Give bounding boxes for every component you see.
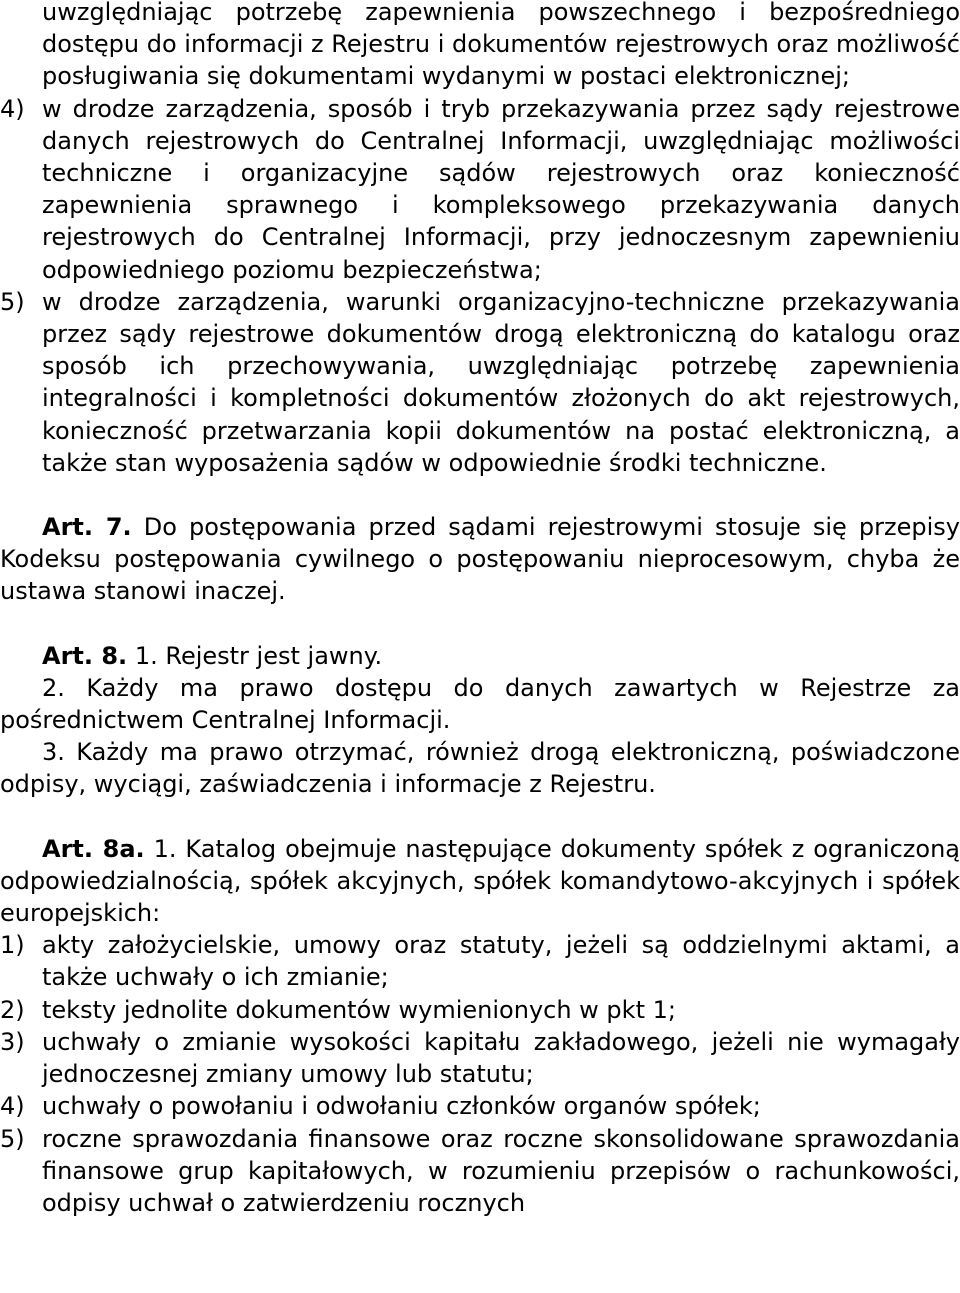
list-item: [0, 1090, 960, 1122]
article-7-text: Do postępowania przed sądami rejestrowymi stosuje się przepisy Kodeksu postępowania cywilnego o postępowaniu nieprocesowym, chyba że ustawa stanowi inaczej.: [0, 513, 960, 606]
list-item-number: 4): [0, 1092, 25, 1121]
list-item-number: 2): [0, 995, 25, 1024]
article-8-para-1-text: 1. Rejestr jest jawny.: [134, 641, 383, 670]
list-item-number: 1): [0, 931, 25, 960]
article-8a-para-1: [0, 833, 960, 930]
list-item-number: 5): [0, 287, 25, 316]
list-item: [0, 93, 960, 286]
list-item: [0, 1123, 960, 1220]
list-item: [0, 286, 960, 479]
article-8a-label: Art. 8a.: [42, 834, 145, 863]
article-8-para-1: [0, 640, 960, 672]
list-item-text: w drodze zarządzenia, warunki organizacyjno-techniczne przekazywania przez sądy rejestrowe dokumentów drogą elektroniczną do katalogu oraz sposób ich przechowywania, uwzględniając potrzebę zapewnienia integralności i kompletności dokumentów złożonych do akt rejestrowych, konieczność przetwarzania kopii dokumentów na postać elektroniczną, a także stan wyposażenia sądów w odpowiednie środki techniczne.: [42, 287, 960, 477]
article-7: [0, 511, 960, 608]
spacer: [0, 608, 960, 640]
list-item: [0, 994, 960, 1026]
list-item-number: 5): [0, 1124, 25, 1153]
spacer: [0, 801, 960, 833]
article-7-label: Art. 7.: [42, 513, 132, 542]
list-item-number: 4): [0, 94, 25, 123]
article-8a-para-1-text: 1. Katalog obejmuje następujące dokumenty spółek z ograniczoną odpowiedzialnością, spółek akcyjnych, spółek komandytowo-akcyjnych i spółek europejskich:: [0, 834, 960, 928]
list-item-text: uchwały o powołaniu i odwołaniu członków organów spółek;: [42, 1092, 761, 1121]
article-8-para-2: 2. Każdy ma prawo dostępu do danych zawartych w Rejestrze za pośrednictwem Centralnej Informacji.: [0, 673, 960, 735]
list-item: [0, 929, 960, 993]
list-item-text: uchwały o zmianie wysokości kapitału zakładowego, jeżeli nie wymagały jednoczesnej zmiany umowy lub statutu;: [42, 1027, 960, 1089]
spacer: [0, 479, 960, 511]
list-item-text: w drodze zarządzenia, sposób i tryb przekazywania przez sądy rejestrowe danych rejestrowych do Centralnej Informacji, uwzględniając możliwości techniczne i organizacyjne sądów rejestrowych oraz konieczność zapewnienia sprawnego i kompleksowego przekazywania danych rejestrowych do Centralnej Informacji, przy jednoczesnym zapewnieniu odpowiedniego poziomu bezpieczeństwa;: [42, 94, 960, 284]
article-8-label: Art. 8.: [42, 641, 128, 670]
list-item-number: 3): [0, 1027, 25, 1056]
paragraph-continuation: uwzględniając potrzebę zapewnienia powszechnego i bezpośredniego dostępu do informacji z Rejestru i dokumentów rejestrowych oraz możliwość posługiwania się dokumentami wydanymi w postaci elektronicznej;: [42, 0, 960, 91]
article-8-para-3: 3. Każdy ma prawo otrzymać, również drogą elektroniczną, poświadczone odpisy, wyciągi, zaświadczenia i informacje z Rejestru.: [0, 738, 960, 799]
list-item-text: roczne sprawozdania finansowe oraz roczne skonsolidowane sprawozdania finansowe grup kapitałowych, w rozumieniu przepisów o rachunkowości, odpisy uchwał o zatwierdzeniu rocznych: [42, 1124, 960, 1217]
list-item-text: teksty jednolite dokumentów wymienionych w pkt 1;: [42, 995, 676, 1024]
list-item: [0, 1026, 960, 1090]
list-item-text: akty założycielskie, umowy oraz statuty, jeżeli są oddzielnymi aktami, a także uchwały o ich zmianie;: [42, 931, 960, 992]
